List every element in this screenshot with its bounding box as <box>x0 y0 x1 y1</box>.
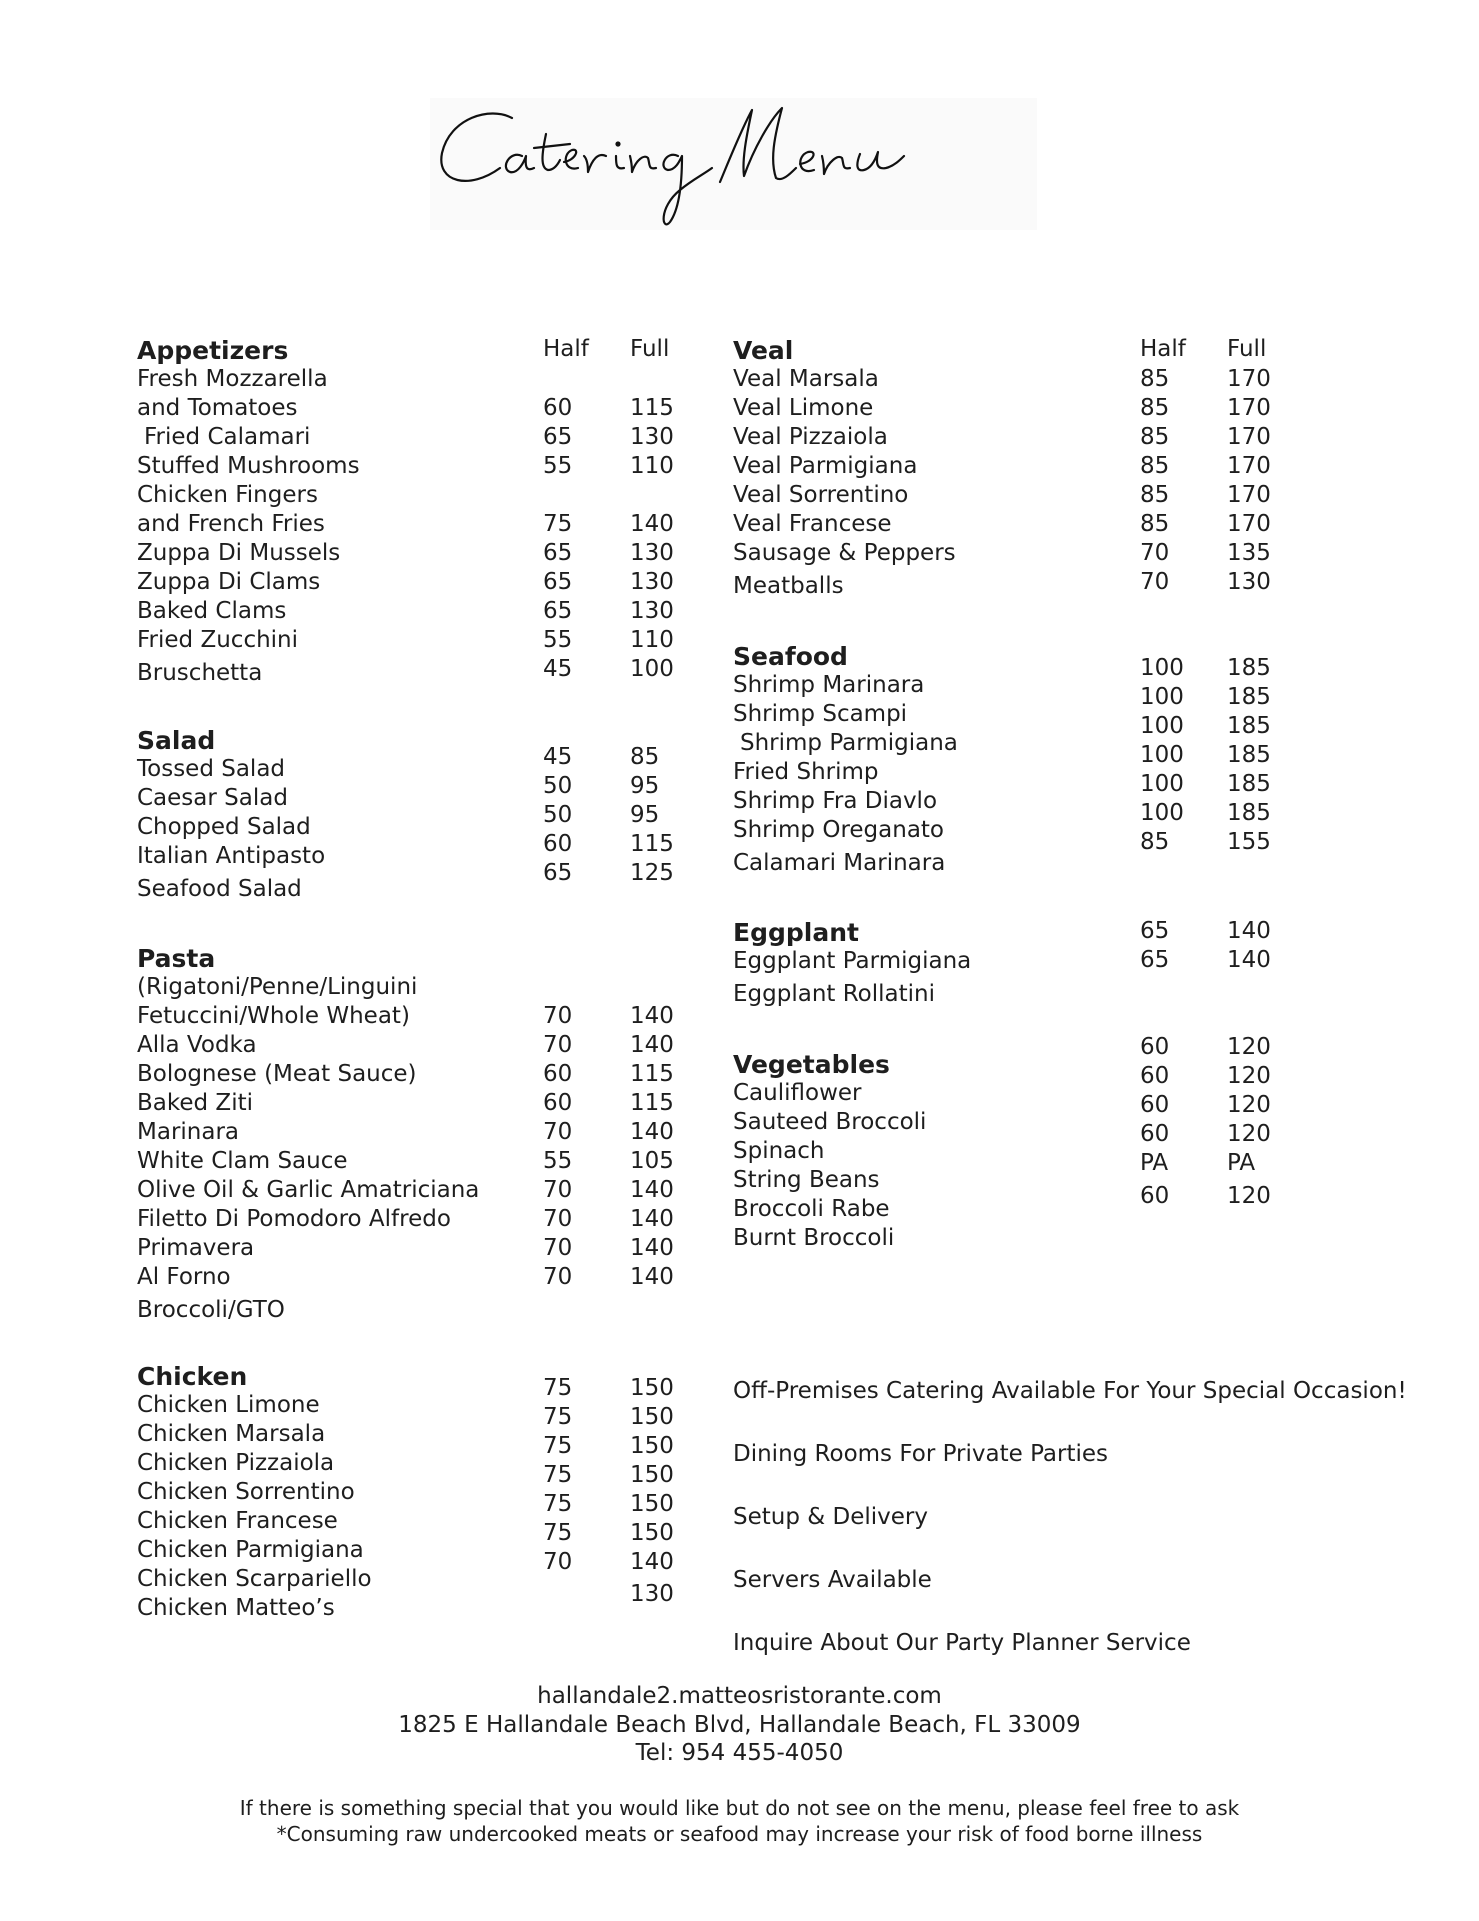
price-half: 70 <box>543 1032 573 1058</box>
menu-item-name: and French Fries <box>137 511 325 537</box>
price-full: 110 <box>630 627 674 653</box>
menu-item-name: Veal Pizzaiola <box>733 424 888 450</box>
menu-item-name: Bolognese (Meat Sauce) <box>137 1061 417 1087</box>
menu-item-name: Broccoli/GTO <box>137 1297 285 1323</box>
menu-item-name: Alla Vodka <box>137 1032 257 1058</box>
price-full: 170 <box>1227 395 1271 421</box>
price-half: 55 <box>543 453 573 479</box>
price-full: 115 <box>630 395 674 421</box>
menu-item-name: Marinara <box>137 1119 240 1145</box>
menu-item-name: Zuppa Di Mussels <box>137 540 341 566</box>
section-heading: Appetizers <box>137 336 289 365</box>
price-full: 120 <box>1227 1063 1271 1089</box>
price-half: 100 <box>1140 655 1184 681</box>
price-half: 55 <box>543 627 573 653</box>
price-full: 140 <box>630 1177 674 1203</box>
price-half: 70 <box>1140 569 1170 595</box>
phone: Tel: 954 455-4050 <box>635 1740 844 1766</box>
menu-item-name: Spinach <box>733 1138 825 1164</box>
price-half: 65 <box>543 860 573 886</box>
title-text <box>430 98 431 99</box>
price-full: 150 <box>630 1491 674 1517</box>
price-half: 60 <box>1140 1063 1170 1089</box>
menu-item-name: Calamari Marinara <box>733 850 946 876</box>
half-column-header: Half <box>1140 336 1186 362</box>
price-full: 185 <box>1227 713 1271 739</box>
menu-item-name: Stuffed Mushrooms <box>137 453 360 479</box>
section-heading: Chicken <box>137 1362 248 1391</box>
price-half: 100 <box>1140 684 1184 710</box>
price-half: 100 <box>1140 713 1184 739</box>
website: hallandale2.matteosristorante.com <box>537 1683 942 1709</box>
price-full: PA <box>1227 1150 1256 1176</box>
menu-item-name: Zuppa Di Clams <box>137 569 321 595</box>
price-full: 140 <box>630 1235 674 1261</box>
price-half: 70 <box>543 1177 573 1203</box>
price-half: 100 <box>1140 800 1184 826</box>
price-half: 60 <box>543 1061 573 1087</box>
menu-item-name: Chicken Pizzaiola <box>137 1450 335 1476</box>
price-full: 120 <box>1227 1121 1271 1147</box>
price-half: 60 <box>543 1090 573 1116</box>
price-half: 75 <box>543 1462 573 1488</box>
menu-item-name: Fresh Mozzarella <box>137 366 328 392</box>
price-half: 85 <box>1140 511 1170 537</box>
price-full: 105 <box>630 1148 674 1174</box>
menu-item-name: Veal Sorrentino <box>733 482 909 508</box>
menu-item-name: Chicken Parmigiana <box>137 1537 364 1563</box>
price-half: 45 <box>543 656 573 682</box>
title-logo <box>430 98 1037 230</box>
price-full: 170 <box>1227 453 1271 479</box>
price-full: 125 <box>630 860 674 886</box>
price-half: 50 <box>543 773 573 799</box>
price-half: 60 <box>1140 1034 1170 1060</box>
price-full: 130 <box>1227 569 1271 595</box>
menu-item-name: Chopped Salad <box>137 814 311 840</box>
service-line: Setup & Delivery <box>733 1504 928 1530</box>
price-half: 75 <box>543 1404 573 1430</box>
menu-item-name: Filetto Di Pomodoro Alfredo <box>137 1206 451 1232</box>
menu-item-name: Al Forno <box>137 1264 231 1290</box>
price-full: 155 <box>1227 829 1271 855</box>
note-consumption-warning: *Consuming raw undercooked meats or seafood may increase your risk of food borne illness <box>276 1822 1203 1846</box>
price-half: 75 <box>543 1433 573 1459</box>
price-half: 65 <box>543 424 573 450</box>
price-half: 50 <box>543 802 573 828</box>
section-heading: Seafood <box>733 642 848 671</box>
price-half: 70 <box>1140 540 1170 566</box>
price-full: 140 <box>630 1264 674 1290</box>
menu-item-name: Chicken Limone <box>137 1392 320 1418</box>
menu-item-name: Chicken Matteo’s <box>137 1595 335 1621</box>
service-line: Servers Available <box>733 1567 932 1593</box>
menu-item-name: Fetuccini/Whole Wheat) <box>137 1003 410 1029</box>
price-full: 130 <box>630 1581 674 1607</box>
menu-item-name: White Clam Sauce <box>137 1148 348 1174</box>
menu-item-name: Shrimp Marinara <box>733 672 925 698</box>
price-full: 170 <box>1227 482 1271 508</box>
menu-item-name: Chicken Scarpariello <box>137 1566 372 1592</box>
price-half: 60 <box>543 831 573 857</box>
menu-item-name: Sauteed Broccoli <box>733 1109 927 1135</box>
price-full: 170 <box>1227 511 1271 537</box>
menu-item-name: Burnt Broccoli <box>733 1225 895 1251</box>
price-full: 115 <box>630 1061 674 1087</box>
price-full: 185 <box>1227 684 1271 710</box>
price-full: 130 <box>630 598 674 624</box>
menu-item-name: Broccoli Rabe <box>733 1196 890 1222</box>
price-half: 55 <box>543 1148 573 1174</box>
price-full: 95 <box>630 802 660 828</box>
price-half: 60 <box>1140 1121 1170 1147</box>
price-half: 75 <box>543 511 573 537</box>
menu-item-name: Veal Parmigiana <box>733 453 918 479</box>
full-column-header: Full <box>1227 336 1267 362</box>
price-full: 185 <box>1227 771 1271 797</box>
menu-item-name: Chicken Sorrentino <box>137 1479 355 1505</box>
price-full: 170 <box>1227 424 1271 450</box>
half-column-header: Half <box>543 336 589 362</box>
menu-item-name: (Rigatoni/Penne/Linguini <box>137 974 418 1000</box>
service-line: Inquire About Our Party Planner Service <box>733 1630 1191 1656</box>
title-script-graphic <box>430 98 1037 230</box>
price-half: 70 <box>543 1119 573 1145</box>
price-full: 140 <box>1227 918 1271 944</box>
price-half: 65 <box>543 598 573 624</box>
menu-item-name: Tossed Salad <box>137 756 286 782</box>
price-full: 100 <box>630 656 674 682</box>
section-heading: Veal <box>733 336 794 365</box>
section-heading: Pasta <box>137 944 216 973</box>
price-full: 95 <box>630 773 660 799</box>
price-full: 115 <box>630 1090 674 1116</box>
menu-item-name: Chicken Francese <box>137 1508 338 1534</box>
price-full: 110 <box>630 453 674 479</box>
menu-item-name: Primavera <box>137 1235 255 1261</box>
price-half: 85 <box>1140 395 1170 421</box>
price-half: 100 <box>1140 742 1184 768</box>
price-full: 130 <box>630 540 674 566</box>
price-full: 150 <box>630 1433 674 1459</box>
price-half: 85 <box>1140 424 1170 450</box>
price-half: 65 <box>543 569 573 595</box>
menu-item-name: Baked Ziti <box>137 1090 253 1116</box>
price-full: 150 <box>630 1404 674 1430</box>
price-full: 85 <box>630 744 660 770</box>
menu-item-name: Chicken Marsala <box>137 1421 326 1447</box>
price-half: 85 <box>1140 366 1170 392</box>
note-special-requests: If there is something special that you would like but do not see on the menu, please feel free to ask <box>239 1796 1240 1820</box>
price-half: 65 <box>543 540 573 566</box>
price-half: 70 <box>543 1206 573 1232</box>
menu-item-name: Seafood Salad <box>137 876 302 902</box>
price-full: 185 <box>1227 742 1271 768</box>
menu-item-name: Veal Limone <box>733 395 874 421</box>
menu-item-name: Olive Oil & Garlic Amatriciana <box>137 1177 480 1203</box>
menu-item-name: Eggplant Parmigiana <box>733 948 972 974</box>
price-half: 60 <box>1140 1183 1170 1209</box>
menu-item-name: Shrimp Scampi <box>733 701 908 727</box>
menu-item-name: Shrimp Oreganato <box>733 817 944 843</box>
menu-item-name: Fried Shrimp <box>733 759 879 785</box>
price-half: 70 <box>543 1549 573 1575</box>
price-full: 185 <box>1227 655 1271 681</box>
price-half: PA <box>1140 1150 1169 1176</box>
price-half: 45 <box>543 744 573 770</box>
menu-item-name: Bruschetta <box>137 660 263 686</box>
menu-item-name: Italian Antipasto <box>137 843 326 869</box>
price-full: 130 <box>630 569 674 595</box>
price-full: 120 <box>1227 1034 1271 1060</box>
address: 1825 E Hallandale Beach Blvd, Hallandale Beach, FL 33009 <box>398 1712 1081 1738</box>
price-full: 185 <box>1227 800 1271 826</box>
price-full: 120 <box>1227 1092 1271 1118</box>
price-full: 135 <box>1227 540 1271 566</box>
service-line: Dining Rooms For Private Parties <box>733 1441 1109 1467</box>
price-half: 65 <box>1140 947 1170 973</box>
price-full: 140 <box>630 1032 674 1058</box>
price-half: 60 <box>1140 1092 1170 1118</box>
menu-item-name: Caesar Salad <box>137 785 288 811</box>
menu-item-name: Baked Clams <box>137 598 287 624</box>
full-column-header: Full <box>630 336 670 362</box>
price-full: 150 <box>630 1375 674 1401</box>
price-half: 70 <box>543 1264 573 1290</box>
section-heading: Salad <box>137 726 216 755</box>
price-full: 120 <box>1227 1183 1271 1209</box>
price-full: 130 <box>630 424 674 450</box>
price-half: 100 <box>1140 771 1184 797</box>
price-half: 75 <box>543 1520 573 1546</box>
price-half: 85 <box>1140 482 1170 508</box>
menu-item-name: Veal Marsala <box>733 366 879 392</box>
price-full: 140 <box>630 1003 674 1029</box>
price-half: 70 <box>543 1003 573 1029</box>
price-half: 85 <box>1140 829 1170 855</box>
menu-item-name: Fried Zucchini <box>137 627 299 653</box>
menu-item-name: and Tomatoes <box>137 395 298 421</box>
section-heading: Vegetables <box>733 1050 890 1079</box>
menu-item-name: Eggplant Rollatini <box>733 981 935 1007</box>
menu-item-name: Veal Francese <box>733 511 892 537</box>
price-half: 70 <box>543 1235 573 1261</box>
menu-item-name: Shrimp Parmigiana <box>740 730 958 756</box>
price-full: 140 <box>630 1119 674 1145</box>
section-heading: Eggplant <box>733 918 859 947</box>
price-full: 115 <box>630 831 674 857</box>
menu-item-name: Fried Calamari <box>144 424 311 450</box>
menu-item-name: Chicken Fingers <box>137 482 318 508</box>
price-full: 140 <box>1227 947 1271 973</box>
price-half: 65 <box>1140 918 1170 944</box>
menu-item-name: Cauliflower <box>733 1080 862 1106</box>
price-half: 75 <box>543 1375 573 1401</box>
price-full: 150 <box>630 1520 674 1546</box>
menu-item-name: Sausage & Peppers <box>733 540 956 566</box>
service-line: Off-Premises Catering Available For Your Special Occasion! <box>733 1378 1407 1404</box>
menu-item-name: String Beans <box>733 1167 880 1193</box>
price-half: 85 <box>1140 453 1170 479</box>
price-half: 75 <box>543 1491 573 1517</box>
price-full: 140 <box>630 1206 674 1232</box>
price-full: 140 <box>630 1549 674 1575</box>
price-full: 150 <box>630 1462 674 1488</box>
menu-item-name: Meatballs <box>733 573 844 599</box>
price-half: 60 <box>543 395 573 421</box>
price-full: 140 <box>630 511 674 537</box>
price-full: 170 <box>1227 366 1271 392</box>
menu-item-name: Shrimp Fra Diavlo <box>733 788 938 814</box>
